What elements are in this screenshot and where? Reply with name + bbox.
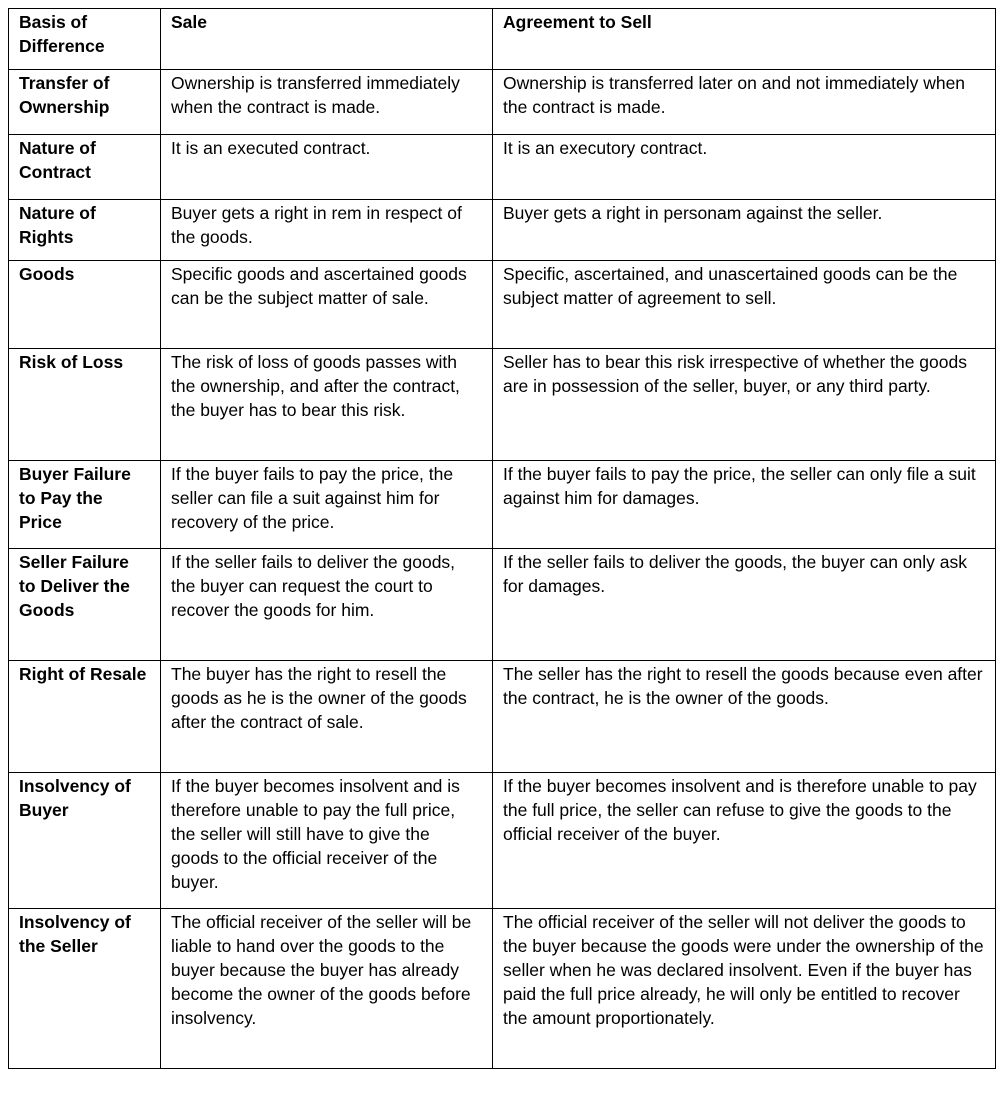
sale-cell: The buyer has the right to resell the goods as he is the owner of the goods after the contract of sale. <box>161 661 493 773</box>
basis-cell: Nature of Contract <box>9 135 161 200</box>
table-row <box>9 549 996 661</box>
basis-cell: Goods <box>9 261 161 349</box>
sale-cell: The official receiver of the seller will be liable to hand over the goods to the buyer because the buyer has already become the owner of the goods before insolvency. <box>161 909 493 1069</box>
agreement-cell: If the buyer becomes insolvent and is therefore unable to pay the full price, the seller can refuse to give the goods to the official receiver of the buyer. <box>493 773 996 909</box>
table-row <box>9 909 996 1069</box>
agreement-cell: Buyer gets a right in personam against the seller. <box>493 200 996 261</box>
agreement-cell: If the buyer fails to pay the price, the seller can only file a suit against him for damages. <box>493 461 996 549</box>
header-agreement: Agreement to Sell <box>493 9 996 70</box>
basis-cell: Buyer Failure to Pay the Price <box>9 461 161 549</box>
header-sale: Sale <box>161 9 493 70</box>
sale-cell: If the buyer becomes insolvent and is therefore unable to pay the full price, the seller will still have to give the goods to the official receiver of the buyer. <box>161 773 493 909</box>
basis-cell: Right of Resale <box>9 661 161 773</box>
table-row <box>9 461 996 549</box>
sale-cell: If the seller fails to deliver the goods, the buyer can request the court to recover the goods for him. <box>161 549 493 661</box>
table-row <box>9 135 996 200</box>
comparison-table <box>8 8 996 1069</box>
header-basis: Basis of Difference <box>9 9 161 70</box>
table-row <box>9 261 996 349</box>
agreement-cell: If the seller fails to deliver the goods, the buyer can only ask for damages. <box>493 549 996 661</box>
table-header-row <box>9 9 996 70</box>
sale-cell: It is an executed contract. <box>161 135 493 200</box>
basis-cell: Seller Failure to Deliver the Goods <box>9 549 161 661</box>
basis-cell: Insolvency of the Seller <box>9 909 161 1069</box>
agreement-cell: Specific, ascertained, and unascertained goods can be the subject matter of agreement to sell. <box>493 261 996 349</box>
table-row <box>9 349 996 461</box>
agreement-cell: Ownership is transferred later on and not immediately when the contract is made. <box>493 70 996 135</box>
agreement-cell: It is an executory contract. <box>493 135 996 200</box>
basis-cell: Risk of Loss <box>9 349 161 461</box>
table-row <box>9 70 996 135</box>
agreement-cell: The official receiver of the seller will not deliver the goods to the buyer because the goods were under the ownership of the seller when he was declared insolvent. Even if the buyer has paid the full price already, he will only be entitled to recover the amount proportionately. <box>493 909 996 1069</box>
sale-cell: Ownership is transferred immediately when the contract is made. <box>161 70 493 135</box>
agreement-cell: Seller has to bear this risk irrespective of whether the goods are in possession of the seller, buyer, or any third party. <box>493 349 996 461</box>
sale-cell: The risk of loss of goods passes with the ownership, and after the contract, the buyer has to bear this risk. <box>161 349 493 461</box>
basis-cell: Insolvency of Buyer <box>9 773 161 909</box>
sale-cell: Specific goods and ascertained goods can be the subject matter of sale. <box>161 261 493 349</box>
sale-cell: Buyer gets a right in rem in respect of the goods. <box>161 200 493 261</box>
basis-cell: Nature of Rights <box>9 200 161 261</box>
table-row <box>9 200 996 261</box>
sale-cell: If the buyer fails to pay the price, the seller can file a suit against him for recovery of the price. <box>161 461 493 549</box>
table-row <box>9 661 996 773</box>
basis-cell: Transfer of Ownership <box>9 70 161 135</box>
agreement-cell: The seller has the right to resell the goods because even after the contract, he is the owner of the goods. <box>493 661 996 773</box>
table-row <box>9 773 996 909</box>
